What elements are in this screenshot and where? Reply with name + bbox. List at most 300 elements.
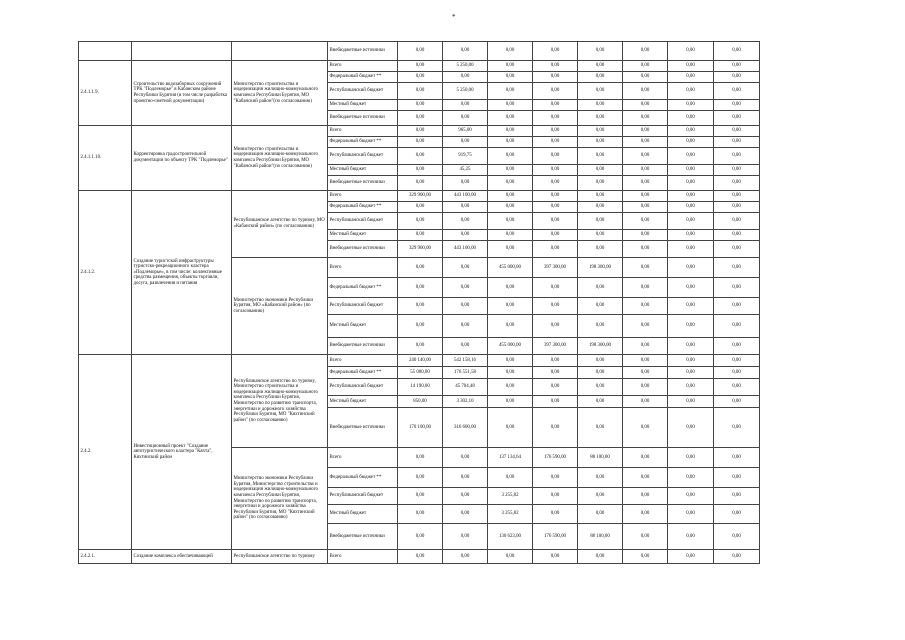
table-row	[79, 355, 760, 367]
amount-cell: 0,00	[533, 550, 578, 564]
amount-cell: 0,00	[533, 355, 578, 367]
amount-cell: 0,00	[488, 191, 533, 202]
amount-cell: 88 100,00	[578, 524, 623, 550]
amount-cell: 0,00	[623, 396, 668, 408]
amount-cell: 0,00	[623, 165, 668, 176]
amount-cell: 0,00	[443, 213, 488, 230]
amount-cell: 0,00	[578, 61, 623, 72]
amount-cell: 397 300,00	[533, 338, 578, 355]
funding-source-cell: Местный бюджет	[328, 505, 398, 524]
amount-cell: 240 140,00	[398, 355, 443, 367]
amount-cell: 0,00	[398, 126, 443, 137]
amount-cell: 0,00	[623, 213, 668, 230]
amount-cell: 0,00	[714, 315, 760, 338]
amount-cell: 316 600,00	[443, 408, 488, 448]
amount-cell: 0,00	[623, 83, 668, 100]
funding-source-cell: Республиканский бюджет	[328, 213, 398, 230]
amount-cell: 0,00	[488, 126, 533, 137]
amount-cell: 0,00	[714, 42, 760, 61]
amount-cell: 0,00	[714, 165, 760, 176]
funding-source-cell: Федеральный бюджет **	[328, 72, 398, 83]
amount-cell: 0,00	[398, 100, 443, 111]
amount-cell: 0,00	[714, 83, 760, 100]
amount-cell: 0,00	[533, 111, 578, 126]
code-cell: 2.4.2.1.	[79, 550, 132, 564]
amount-cell: 0,00	[533, 230, 578, 241]
amount-cell: 0,00	[578, 42, 623, 61]
amount-cell: 0,00	[668, 488, 714, 505]
name-cell: Инвестиционный проект "Создание автотуристического кластера "Кяхта", Кяхтинский район	[132, 355, 232, 550]
amount-cell: 0,00	[668, 191, 714, 202]
amount-cell: 0,00	[398, 213, 443, 230]
amount-cell: 55 000,00	[398, 367, 443, 379]
amount-cell: 0,00	[623, 258, 668, 278]
code-cell: 2.4.2.	[79, 355, 132, 550]
funding-source-cell: Местный бюджет	[328, 230, 398, 241]
name-cell	[132, 42, 232, 61]
amount-cell: 0,00	[623, 448, 668, 468]
amount-cell: 0,00	[578, 468, 623, 488]
amount-cell: 0,00	[443, 230, 488, 241]
amount-cell: 0,00	[714, 202, 760, 213]
funding-source-cell: Республиканский бюджет	[328, 148, 398, 165]
amount-cell: 0,00	[443, 488, 488, 505]
amount-cell: 0,00	[488, 176, 533, 191]
amount-cell: 0,00	[533, 148, 578, 165]
amount-cell: 0,00	[668, 42, 714, 61]
funding-source-cell: Внебюджетные источники	[328, 241, 398, 258]
amount-cell: 0,00	[714, 298, 760, 315]
funding-source-cell: Всего	[328, 550, 398, 564]
amount-cell: 0,00	[398, 230, 443, 241]
amount-cell: 5 250,00	[443, 61, 488, 72]
amount-cell: 0,00	[398, 42, 443, 61]
amount-cell: 0,00	[714, 367, 760, 379]
responsible-cell: Министерство экономики Республики Бурятия, Министерство строительства и модернизации жилищно-коммунального комплекса Республики Бурятия, Министерство по развитию транспорта, энергетики и дорожного хозяйства Республики Бурятия, МО "Кяхтинский район" (по согласованию)	[232, 448, 328, 550]
name-cell: Строительство водозаборных сооружений ТРК "Подлеморье" в Кабанском районе Республики Бурятия (в том числе разработка проектно-сметной документации)	[132, 61, 232, 126]
amount-cell: 0,00	[578, 505, 623, 524]
page-mark: *	[452, 13, 456, 21]
amount-cell: 0,00	[533, 468, 578, 488]
amount-cell: 0,00	[398, 505, 443, 524]
amount-cell: 0,00	[398, 338, 443, 355]
amount-cell: 0,00	[668, 468, 714, 488]
responsible-cell: Министерство строительства и модернизации жилищно-коммунального комплекса Республики Бурятия, МО "Кабанский район"(по согласованию)	[232, 126, 328, 191]
amount-cell: 0,00	[668, 137, 714, 148]
amount-cell: 0,00	[623, 278, 668, 298]
funding-source-cell: Местный бюджет	[328, 100, 398, 111]
responsible-cell: Республиканское агентство по туризму	[232, 550, 328, 564]
amount-cell: 0,00	[714, 61, 760, 72]
amount-cell: 0,00	[578, 278, 623, 298]
amount-cell: 0,00	[398, 315, 443, 338]
amount-cell: 0,00	[623, 524, 668, 550]
amount-cell: 0,00	[668, 550, 714, 564]
amount-cell: 329 900,00	[398, 191, 443, 202]
amount-cell: 0,00	[578, 408, 623, 448]
amount-cell: 0,00	[578, 72, 623, 83]
amount-cell: 0,00	[533, 241, 578, 258]
amount-cell: 0,00	[398, 448, 443, 468]
amount-cell: 14 190,00	[398, 379, 443, 396]
funding-source-cell: Внебюджетные источники	[328, 176, 398, 191]
funding-source-cell: Республиканский бюджет	[328, 83, 398, 100]
amount-cell: 0,00	[398, 468, 443, 488]
amount-cell: 0,00	[668, 298, 714, 315]
amount-cell: 0,00	[488, 468, 533, 488]
amount-cell: 0,00	[578, 298, 623, 315]
amount-cell: 0,00	[398, 165, 443, 176]
amount-cell: 0,00	[443, 100, 488, 111]
amount-cell: 0,00	[714, 396, 760, 408]
funding-source-cell: Республиканский бюджет	[328, 379, 398, 396]
amount-cell: 0,00	[488, 165, 533, 176]
amount-cell: 0,00	[714, 213, 760, 230]
amount-cell: 0,00	[668, 230, 714, 241]
amount-cell: 443 100,00	[443, 191, 488, 202]
responsible-cell: Министерство строительства и модернизации жилищно-коммунального комплекса Республики Бурятия, МО "Кабанский район"(по согласованию)	[232, 61, 328, 126]
amount-cell: 0,00	[578, 100, 623, 111]
amount-cell: 0,00	[488, 137, 533, 148]
amount-cell: 455 000,00	[488, 338, 533, 355]
amount-cell: 0,00	[623, 191, 668, 202]
amount-cell: 0,00	[714, 258, 760, 278]
name-cell: Корректировка градостроительной документации по объекту ТРК "Подлеморье"	[132, 126, 232, 191]
amount-cell: 542 158,16	[443, 355, 488, 367]
amount-cell: 0,00	[714, 100, 760, 111]
amount-cell: 0,00	[714, 505, 760, 524]
amount-cell: 0,00	[623, 408, 668, 448]
amount-cell: 198 300,00	[578, 258, 623, 278]
amount-cell: 0,00	[623, 61, 668, 72]
amount-cell: 0,00	[443, 448, 488, 468]
responsible-cell: Министерство экономики Республики Бурятия, МО «Кабанский район» (по согласованию)	[232, 258, 328, 355]
amount-cell: 0,00	[533, 61, 578, 72]
amount-cell: 0,00	[398, 176, 443, 191]
amount-cell: 0,00	[668, 83, 714, 100]
amount-cell: 0,00	[623, 202, 668, 213]
amount-cell: 0,00	[623, 111, 668, 126]
amount-cell: 88 100,00	[578, 448, 623, 468]
amount-cell: 0,00	[578, 367, 623, 379]
amount-cell: 0,00	[668, 379, 714, 396]
amount-cell: 0,00	[578, 315, 623, 338]
amount-cell: 0,00	[443, 202, 488, 213]
amount-cell: 0,00	[623, 315, 668, 338]
amount-cell: 0,00	[668, 396, 714, 408]
amount-cell: 0,00	[623, 148, 668, 165]
amount-cell: 0,00	[668, 278, 714, 298]
amount-cell: 0,00	[578, 148, 623, 165]
amount-cell: 0,00	[488, 61, 533, 72]
amount-cell: 0,00	[668, 408, 714, 448]
amount-cell: 0,00	[714, 408, 760, 448]
amount-cell: 0,00	[398, 524, 443, 550]
amount-cell: 0,00	[668, 367, 714, 379]
amount-cell: 0,00	[623, 230, 668, 241]
amount-cell: 0,00	[443, 524, 488, 550]
amount-cell: 0,00	[623, 468, 668, 488]
amount-cell: 0,00	[714, 176, 760, 191]
amount-cell: 0,00	[533, 100, 578, 111]
funding-source-cell: Всего	[328, 126, 398, 137]
amount-cell: 0,00	[668, 165, 714, 176]
funding-source-cell: Федеральный бюджет **	[328, 202, 398, 213]
amount-cell: 0,00	[398, 83, 443, 100]
amount-cell: 0,00	[533, 72, 578, 83]
amount-cell: 0,00	[623, 379, 668, 396]
code-cell: 2.4.1.1.9.	[79, 61, 132, 126]
amount-cell: 0,00	[578, 355, 623, 367]
amount-cell: 0,00	[714, 379, 760, 396]
amount-cell: 0,00	[443, 298, 488, 315]
amount-cell: 0,00	[488, 550, 533, 564]
amount-cell: 0,00	[623, 550, 668, 564]
responsible-cell: Республиканское агентство по туризму, МО «Кабанский район» (по согласованию)	[232, 191, 328, 258]
funding-source-cell: Внебюджетные источники	[328, 338, 398, 355]
amount-cell: 0,00	[443, 72, 488, 83]
amount-cell: 0,00	[668, 111, 714, 126]
amount-cell: 0,00	[488, 241, 533, 258]
amount-cell: 0,00	[714, 148, 760, 165]
amount-cell: 0,00	[398, 488, 443, 505]
amount-cell: 0,00	[398, 258, 443, 278]
amount-cell: 0,00	[488, 202, 533, 213]
amount-cell: 0,00	[668, 355, 714, 367]
amount-cell: 850,00	[398, 396, 443, 408]
amount-cell: 0,00	[623, 367, 668, 379]
amount-cell: 397 300,00	[533, 258, 578, 278]
amount-cell: 0,00	[623, 505, 668, 524]
amount-cell: 0,00	[714, 126, 760, 137]
amount-cell: 0,00	[623, 72, 668, 83]
amount-cell: 45,25	[443, 165, 488, 176]
name-cell: Создание комплекса обеспечивающей	[132, 550, 232, 564]
amount-cell: 0,00	[623, 488, 668, 505]
amount-cell: 0,00	[578, 126, 623, 137]
amount-cell: 0,00	[578, 137, 623, 148]
amount-cell: 0,00	[533, 408, 578, 448]
funding-source-cell: Федеральный бюджет **	[328, 278, 398, 298]
funding-source-cell: Всего	[328, 61, 398, 72]
amount-cell: 45 704,48	[443, 379, 488, 396]
funding-source-cell: Внебюджетные источники	[328, 42, 398, 61]
amount-cell: 0,00	[533, 213, 578, 230]
amount-cell: 0,00	[488, 111, 533, 126]
amount-cell: 0,00	[714, 230, 760, 241]
amount-cell: 0,00	[533, 278, 578, 298]
amount-cell: 0,00	[578, 111, 623, 126]
code-cell: 2.4.1.1.10.	[79, 126, 132, 191]
code-cell: 2.4.1.2.	[79, 191, 132, 355]
amount-cell: 0,00	[668, 72, 714, 83]
amount-cell: 0,00	[398, 137, 443, 148]
funding-source-cell: Внебюджетные источники	[328, 524, 398, 550]
amount-cell: 0,00	[443, 111, 488, 126]
amount-cell: 3 302,10	[443, 396, 488, 408]
table-row	[79, 126, 760, 137]
amount-cell: 0,00	[578, 230, 623, 241]
amount-cell: 0,00	[714, 488, 760, 505]
amount-cell: 0,00	[533, 379, 578, 396]
amount-cell: 0,00	[488, 42, 533, 61]
amount-cell: 0,00	[398, 550, 443, 564]
amount-cell: 0,00	[623, 137, 668, 148]
amount-cell: 0,00	[488, 83, 533, 100]
amount-cell: 0,00	[623, 241, 668, 258]
amount-cell: 137 134,64	[488, 448, 533, 468]
amount-cell: 0,00	[533, 83, 578, 100]
amount-cell: 176 590,00	[533, 448, 578, 468]
amount-cell: 0,00	[443, 278, 488, 298]
amount-cell: 0,00	[533, 165, 578, 176]
amount-cell: 0,00	[398, 148, 443, 165]
funding-source-cell: Всего	[328, 355, 398, 367]
amount-cell: 0,00	[488, 367, 533, 379]
amount-cell: 0,00	[578, 550, 623, 564]
table-row	[79, 42, 760, 61]
amount-cell: 3 255,82	[488, 505, 533, 524]
amount-cell: 0,00	[578, 213, 623, 230]
amount-cell: 0,00	[533, 126, 578, 137]
amount-cell: 0,00	[443, 468, 488, 488]
amount-cell: 0,00	[443, 505, 488, 524]
amount-cell: 0,00	[578, 165, 623, 176]
amount-cell: 5 250,00	[443, 83, 488, 100]
amount-cell: 0,00	[578, 241, 623, 258]
funding-source-cell: Всего	[328, 258, 398, 278]
amount-cell: 0,00	[488, 278, 533, 298]
amount-cell: 0,00	[533, 298, 578, 315]
amount-cell: 0,00	[488, 408, 533, 448]
amount-cell: 0,00	[488, 355, 533, 367]
funding-source-cell: Федеральный бюджет **	[328, 137, 398, 148]
funding-source-cell: Местный бюджет	[328, 396, 398, 408]
amount-cell: 0,00	[578, 202, 623, 213]
amount-cell: 0,00	[714, 448, 760, 468]
amount-cell: 176 551,58	[443, 367, 488, 379]
amount-cell: 0,00	[578, 83, 623, 100]
amount-cell: 0,00	[443, 176, 488, 191]
table-row	[79, 61, 760, 72]
amount-cell: 0,00	[398, 298, 443, 315]
amount-cell: 176 590,00	[533, 524, 578, 550]
amount-cell: 0,00	[398, 61, 443, 72]
amount-cell: 0,00	[533, 488, 578, 505]
funding-source-cell: Республиканский бюджет	[328, 298, 398, 315]
amount-cell: 0,00	[578, 176, 623, 191]
amount-cell: 0,00	[668, 241, 714, 258]
amount-cell: 0,00	[668, 338, 714, 355]
amount-cell: 0,00	[398, 202, 443, 213]
amount-cell: 0,00	[488, 230, 533, 241]
amount-cell: 0,00	[443, 258, 488, 278]
amount-cell: 329 900,00	[398, 241, 443, 258]
amount-cell: 3 255,82	[488, 488, 533, 505]
amount-cell: 0,00	[578, 396, 623, 408]
amount-cell: 0,00	[578, 379, 623, 396]
amount-cell: 0,00	[488, 148, 533, 165]
amount-cell: 130 623,00	[488, 524, 533, 550]
funding-source-cell: Внебюджетные источники	[328, 408, 398, 448]
responsible-cell	[232, 42, 328, 61]
amount-cell: 0,00	[488, 213, 533, 230]
amount-cell: 170 100,00	[398, 408, 443, 448]
funding-source-cell: Местный бюджет	[328, 165, 398, 176]
name-cell: Создание туристской инфраструктуры туристско-рекреационного кластера «Подлеморье», в том числе: коллективные средства размещения, объекты торговли, досуга, развлечения и питания	[132, 191, 232, 355]
amount-cell: 0,00	[623, 338, 668, 355]
funding-source-cell: Федеральный бюджет **	[328, 367, 398, 379]
amount-cell: 0,00	[668, 126, 714, 137]
amount-cell: 0,00	[488, 72, 533, 83]
amount-cell: 0,00	[488, 315, 533, 338]
amount-cell: 0,00	[714, 278, 760, 298]
amount-cell: 0,00	[398, 72, 443, 83]
amount-cell: 0,00	[668, 258, 714, 278]
table-row	[79, 191, 760, 202]
funding-source-cell: Федеральный бюджет **	[328, 468, 398, 488]
amount-cell: 0,00	[443, 315, 488, 338]
amount-cell: 0,00	[668, 213, 714, 230]
amount-cell: 0,00	[714, 137, 760, 148]
amount-cell: 0,00	[398, 111, 443, 126]
amount-cell: 455 000,00	[488, 258, 533, 278]
amount-cell: 0,00	[714, 355, 760, 367]
funding-source-cell: Всего	[328, 448, 398, 468]
amount-cell: 0,00	[443, 550, 488, 564]
amount-cell: 0,00	[533, 367, 578, 379]
amount-cell: 0,00	[488, 298, 533, 315]
amount-cell: 0,00	[714, 72, 760, 83]
amount-cell: 443 100,00	[443, 241, 488, 258]
amount-cell: 919,75	[443, 148, 488, 165]
funding-source-cell: Всего	[328, 191, 398, 202]
amount-cell: 0,00	[623, 298, 668, 315]
amount-cell: 0,00	[668, 61, 714, 72]
amount-cell: 965,00	[443, 126, 488, 137]
amount-cell: 0,00	[533, 505, 578, 524]
responsible-cell: Республиканское агентство по туризму, Министерство строительства и модернизации жилищно-коммунального комплекса Республики Бурятия, Министерство по развитию транспорта, энергетики и дорожного хозяйства Республики Бурятия, МО "Кяхтинский район" (по согласованию)	[232, 355, 328, 448]
amount-cell: 0,00	[623, 100, 668, 111]
amount-cell: 0,00	[533, 191, 578, 202]
amount-cell: 198 300,00	[578, 338, 623, 355]
amount-cell: 0,00	[623, 126, 668, 137]
amount-cell: 0,00	[488, 396, 533, 408]
amount-cell: 0,00	[714, 191, 760, 202]
amount-cell: 0,00	[668, 315, 714, 338]
amount-cell: 0,00	[668, 448, 714, 468]
amount-cell: 0,00	[578, 488, 623, 505]
amount-cell: 0,00	[533, 202, 578, 213]
program-financing-table	[78, 41, 760, 564]
amount-cell: 0,00	[443, 137, 488, 148]
code-cell	[79, 42, 132, 61]
amount-cell: 0,00	[714, 241, 760, 258]
amount-cell: 0,00	[668, 524, 714, 550]
funding-source-cell: Внебюджетные источники	[328, 111, 398, 126]
amount-cell: 0,00	[668, 505, 714, 524]
amount-cell: 0,00	[488, 379, 533, 396]
amount-cell: 0,00	[668, 176, 714, 191]
amount-cell: 0,00	[443, 338, 488, 355]
amount-cell: 0,00	[714, 468, 760, 488]
amount-cell: 0,00	[533, 315, 578, 338]
amount-cell: 0,00	[714, 111, 760, 126]
amount-cell: 0,00	[623, 42, 668, 61]
funding-source-cell: Республиканский бюджет	[328, 488, 398, 505]
funding-source-cell: Местный бюджет	[328, 315, 398, 338]
amount-cell: 0,00	[488, 100, 533, 111]
